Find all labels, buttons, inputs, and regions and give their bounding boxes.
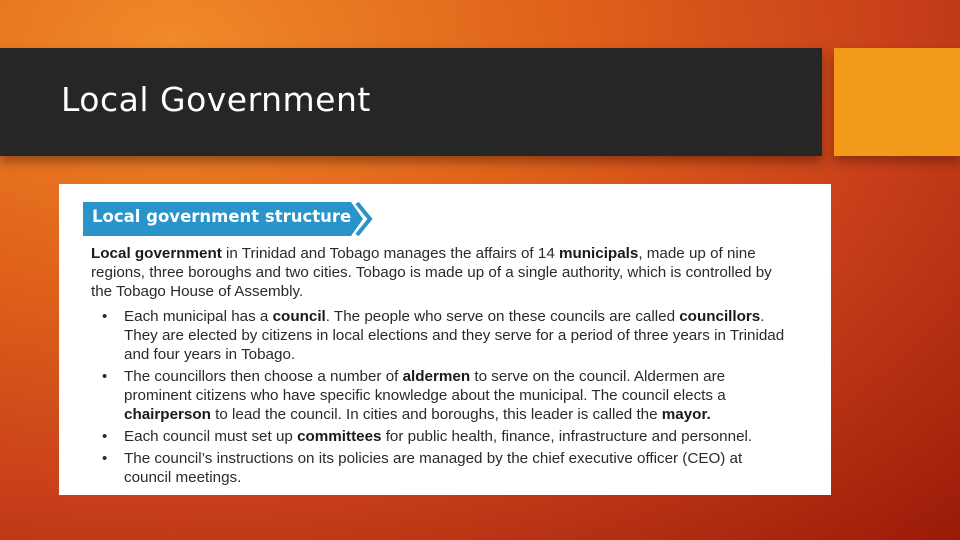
bold-term: council bbox=[272, 308, 326, 325]
text-run: for public health, finance, infrastructure and personnel. bbox=[381, 428, 753, 445]
bold-term: Local government bbox=[91, 245, 222, 262]
bullet-dot-icon: • bbox=[102, 450, 108, 467]
text-run: , made up of nine regions, three boroughs and two cities. Tobago is made up of a single authority, which is controlled by the Tobago House of Assembly. bbox=[91, 245, 772, 300]
accent-square bbox=[834, 48, 960, 156]
bold-term: committees bbox=[297, 428, 382, 445]
text-run: to serve on the council. Aldermen are prominent citizens who have specific knowledge about the municipal. The council elects a bbox=[124, 368, 726, 404]
text-run: The councillors then choose a number of bbox=[124, 368, 403, 385]
bullet-dot-icon: • bbox=[102, 308, 108, 325]
bullet-dot-icon: • bbox=[102, 368, 108, 385]
text-run: . The people who serve on these councils are called bbox=[325, 308, 680, 325]
text-run: in Trinidad and Tobago manages the affairs of 14 bbox=[221, 245, 559, 262]
bold-term: chairperson bbox=[124, 406, 211, 423]
banner-title: Local government structure bbox=[92, 207, 352, 226]
section-banner bbox=[83, 202, 373, 236]
bold-term: aldermen bbox=[402, 368, 471, 385]
text-run: . They are elected by citizens in local elections and they serve for a period of three years in Trinidad and four years in Tobago. bbox=[124, 308, 785, 363]
bullet-dot-icon: • bbox=[102, 428, 108, 445]
bold-term: municipals bbox=[558, 245, 639, 262]
body-content bbox=[91, 244, 791, 490]
bold-term: councillors bbox=[679, 308, 761, 325]
figure-panel bbox=[59, 184, 831, 495]
bullet-list bbox=[91, 307, 791, 487]
bullet-item bbox=[91, 367, 791, 424]
slide-title: Local Government bbox=[61, 80, 371, 119]
bold-term: mayor. bbox=[661, 406, 711, 423]
text-run: The council’s instructions on its policies are managed by the chief executive officer (CEO) at council meetings. bbox=[124, 450, 743, 486]
text-run: to lead the council. In cities and boroughs, this leader is called the bbox=[210, 406, 662, 423]
intro-paragraph bbox=[91, 244, 791, 301]
bullet-item bbox=[91, 307, 791, 364]
text-run: Each municipal has a bbox=[124, 308, 273, 325]
bullet-item bbox=[91, 427, 791, 446]
text-run: Each council must set up bbox=[124, 428, 298, 445]
bullet-item bbox=[91, 449, 791, 487]
